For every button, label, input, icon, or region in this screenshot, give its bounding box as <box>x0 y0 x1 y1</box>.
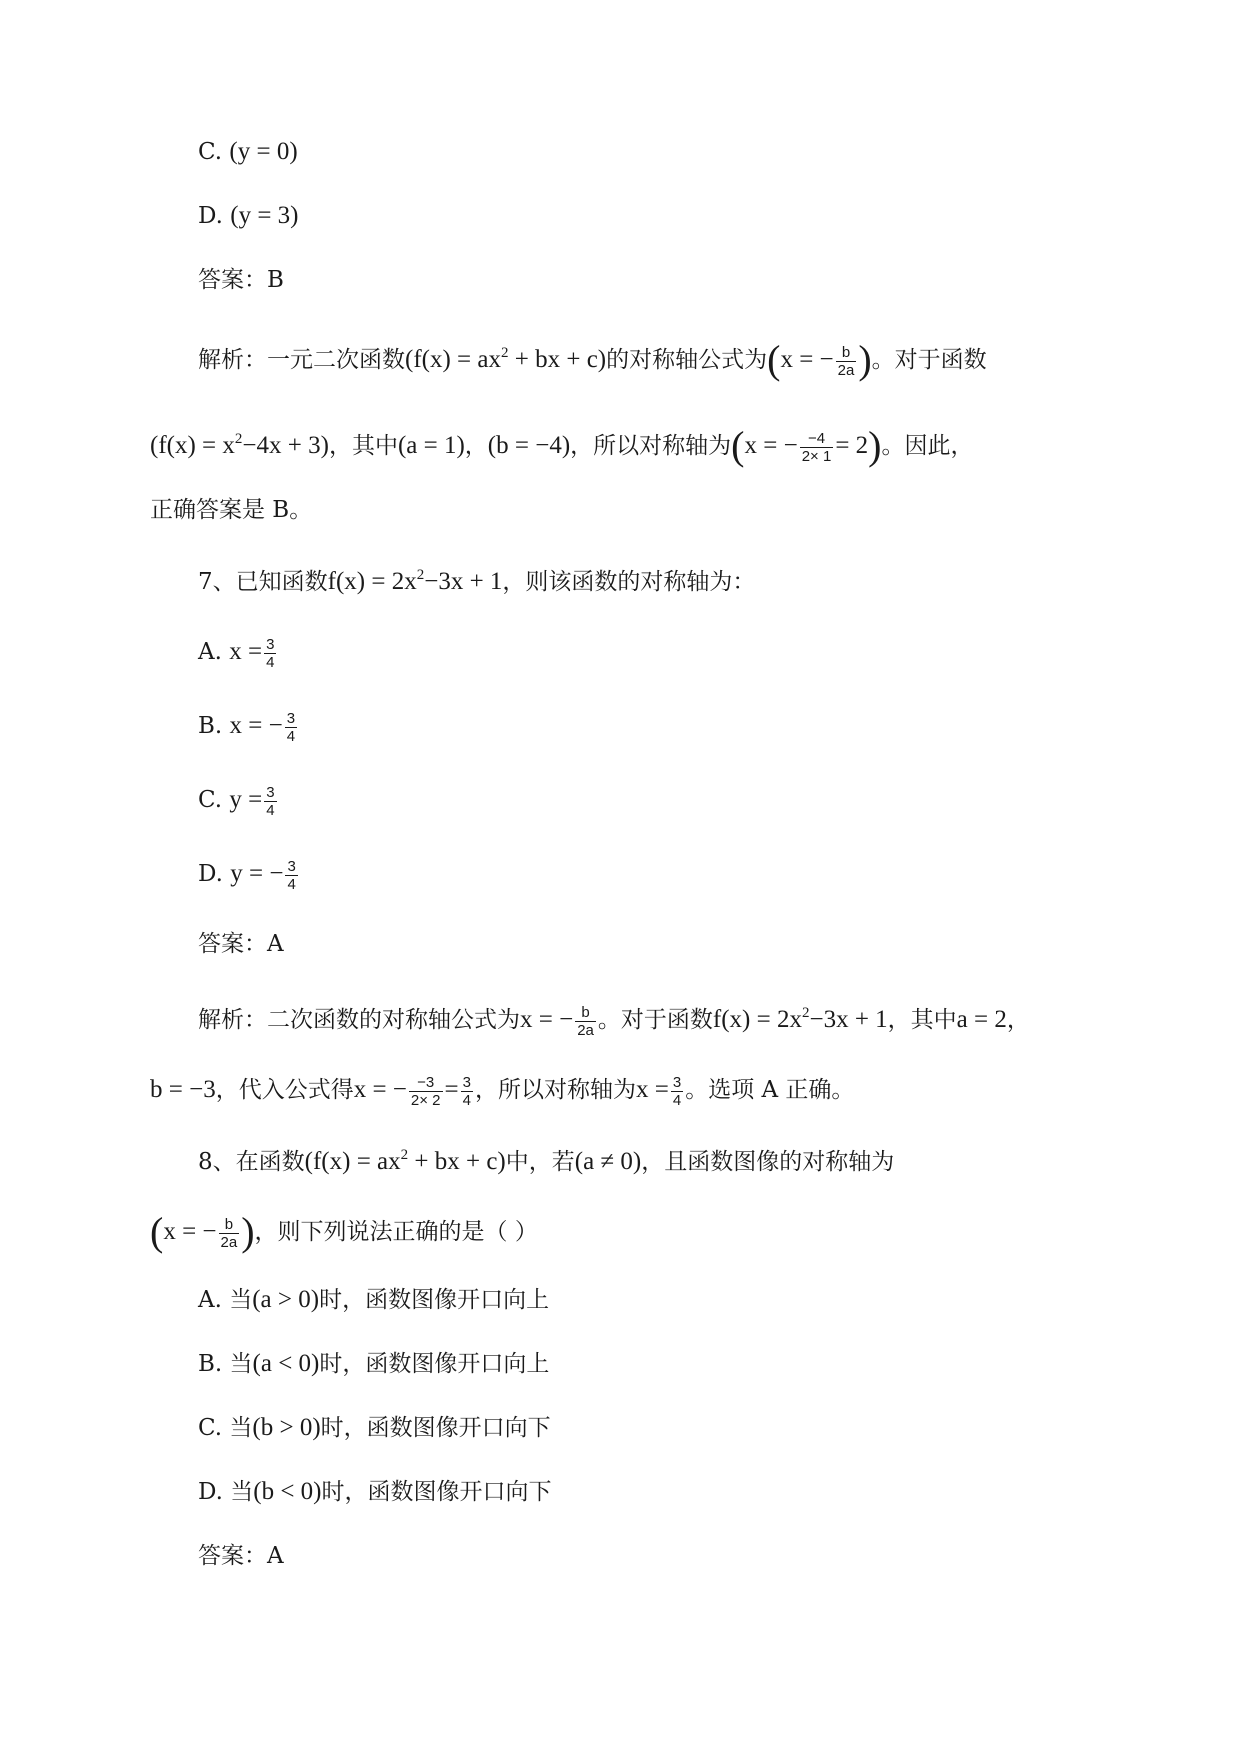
text: 。对于函数 <box>871 347 987 373</box>
answer-label: 答案： <box>198 267 267 293</box>
fraction: $\frac{b}{2a}$ <box>220 1215 238 1251</box>
text: 当 <box>229 1415 253 1441</box>
question-8-line2 <box>150 1209 538 1254</box>
fraction: $\frac{3}{4}$ <box>462 1073 471 1109</box>
option-c-q6 <box>198 134 298 170</box>
answer-value: B <box>267 267 284 293</box>
option-d-q6 <box>198 198 299 234</box>
option-label: C. <box>198 139 223 165</box>
formula: (a ≠ 0) <box>574 1148 642 1175</box>
text: 中，若 <box>505 1149 575 1175</box>
formula: ($f(x) = ax^2$ + bx + c) <box>304 1147 506 1175</box>
option-label: D. <box>198 203 223 229</box>
text: 时，函数图像开口向下 <box>321 1479 552 1505</box>
option-text: x = <box>229 638 263 665</box>
option-b-q7 <box>198 708 299 744</box>
option-a-q8 <box>198 1282 549 1318</box>
option-b-q8 <box>198 1346 549 1382</box>
text: ， <box>1006 1007 1030 1033</box>
text: 一元二次函数 <box>267 347 405 373</box>
option-text: (y = 3) <box>230 202 299 229</box>
text: ，则该函数的对称轴为： <box>502 569 756 595</box>
fraction: $\frac{3}{4}$ <box>287 857 296 893</box>
formula: (b > 0) <box>252 1414 321 1441</box>
formula: (a = 1) <box>397 432 465 459</box>
text: ，所以对称轴为 <box>474 1077 636 1103</box>
formula: ($f(x) = ax^2$ + bx + c) <box>405 345 607 373</box>
text: ，则下列说法正确的是（ ） <box>254 1219 538 1245</box>
fraction: $\frac{3}{4}$ <box>266 635 275 671</box>
text: 。选项 A 正确。 <box>685 1077 855 1103</box>
option-d-q7 <box>198 856 300 892</box>
formula: x = − $\frac{b}{2a}$ <box>520 1003 594 1039</box>
answer-label: 答案： <box>198 1543 267 1569</box>
formula: (b < 0) <box>253 1478 322 1505</box>
explanation-q6-line3 <box>150 492 312 528</box>
symmetry-axis-formula: (x = − $\frac{b}{2a}$ ) <box>150 1209 255 1254</box>
option-a-q7 <box>198 634 278 670</box>
answer-label: 答案： <box>198 931 267 957</box>
text: 当 <box>229 1351 253 1377</box>
formula: $f(x) = 2x^2-3x + 1$ <box>712 1005 888 1033</box>
formula: x = − $\frac{-3}{2\times 2}$ = $\frac{3}{4}$ <box>353 1073 471 1109</box>
text: 的对称轴公式为 <box>606 347 768 373</box>
option-label: B. <box>198 1351 223 1377</box>
fraction: $\frac{3}{4}$ <box>672 1073 682 1109</box>
explanation-label: 解析： <box>198 1007 267 1033</box>
option-text: y = <box>229 786 263 813</box>
text: 时，函数图像开口向上 <box>319 1351 550 1377</box>
text: 在函数 <box>235 1149 305 1175</box>
text: ，其中 <box>887 1007 957 1033</box>
answer-value: A <box>267 931 284 957</box>
fraction: $\frac{3}{4}$ <box>286 709 296 745</box>
text: ，且函数图像的对称轴为 <box>641 1149 895 1175</box>
text: 正确答案是 B。 <box>150 497 313 523</box>
text: 当 <box>229 1287 253 1313</box>
option-text: (y = 0) <box>229 138 298 165</box>
option-label: D. <box>198 1479 223 1505</box>
text: ，所以对称轴为 <box>570 433 732 459</box>
option-d-q8 <box>198 1474 552 1510</box>
formula: $f(x) = 2x^2-3x + 1$ <box>327 567 503 595</box>
formula: b = −3 <box>150 1076 216 1103</box>
option-text: y = − <box>230 860 284 887</box>
formula: a = 2 <box>956 1006 1007 1033</box>
symmetry-axis-result: (x = − $\frac{-4}{2\times 1}$ = 2) <box>731 423 882 468</box>
text: 。对于函数 <box>597 1007 713 1033</box>
question-8-line1 <box>198 1144 894 1180</box>
option-label: B. <box>198 713 223 739</box>
text: ，代入公式得 <box>215 1077 354 1103</box>
option-label: A. <box>198 639 222 665</box>
text: 时，函数图像开口向下 <box>320 1415 551 1441</box>
fraction: $\frac{-3}{2\times 2}$ <box>410 1073 441 1109</box>
option-text: x = − <box>229 712 283 739</box>
answer-value: A <box>267 1543 284 1569</box>
explanation-q6-line2 <box>150 423 974 468</box>
fraction: $\frac{b}{2a}$ <box>837 343 855 379</box>
text: 时，函数图像开口向上 <box>319 1287 550 1313</box>
option-c-q7 <box>198 782 279 818</box>
question-number: 7、 <box>198 569 236 595</box>
option-c-q8 <box>198 1410 551 1446</box>
text: 。因此， <box>881 433 974 459</box>
option-label: D. <box>198 861 223 887</box>
formula: (a < 0) <box>252 1350 320 1377</box>
explanation-q6-line1 <box>198 337 987 382</box>
fraction: $\frac{3}{4}$ <box>266 783 275 819</box>
option-label: C. <box>198 787 223 813</box>
explanation-q7-line1 <box>198 1002 1030 1038</box>
symmetry-axis-formula: (x = − $\frac{b}{2a}$ ) <box>767 337 872 382</box>
formula: (a > 0) <box>252 1286 320 1313</box>
option-label: A. <box>198 1287 222 1313</box>
formula: x = $\frac{3}{4}$ <box>635 1073 682 1109</box>
answer-q7 <box>198 926 284 962</box>
text: ，其中 <box>328 433 398 459</box>
text: 二次函数的对称轴公式为 <box>267 1007 520 1033</box>
formula: (b = −4) <box>487 432 571 459</box>
question-7 <box>198 564 755 600</box>
answer-q8 <box>198 1538 284 1574</box>
question-number: 8、 <box>198 1149 236 1175</box>
explanation-label: 解析： <box>198 347 267 373</box>
explanation-q7-line2 <box>150 1072 854 1108</box>
answer-q6 <box>198 262 284 298</box>
text: ， <box>464 433 488 459</box>
text: 已知函数 <box>235 569 328 595</box>
text: 当 <box>230 1479 254 1505</box>
formula: $(f(x) = x^2-4x + 3)$ <box>150 431 329 459</box>
fraction: $\frac{b}{2a}$ <box>577 1003 594 1039</box>
fraction: $\frac{-4}{2\times 1}$ <box>801 429 832 465</box>
option-label: C. <box>198 1415 223 1441</box>
